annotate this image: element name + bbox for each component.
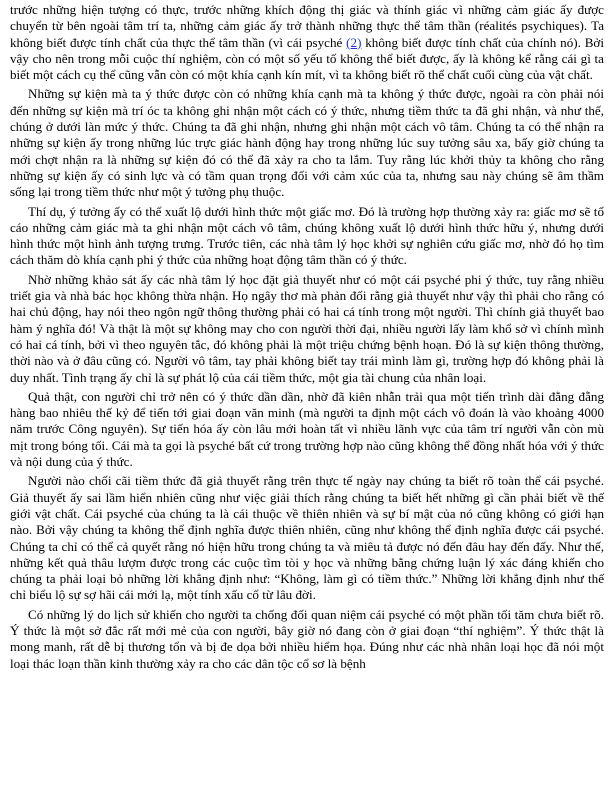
paragraph-2: Những sự kiện mà ta ý thức được còn có những khía cạnh mà ta không ý thức được, ngoài ra còn phải nói đến những sự kiện mà trí óc ta không ghi nhận một cách có ý thức, nhưng tiềm thức ta đã ghi nhận, và như thế, chúng ở dưới làn mức ý thức. Chúng ta đã ghi nhận, nhưng ghi nhận một cách vô tâm. Chúng ta có thể nhận ra những sự kiện ấy trong những lúc trực giác hành động hay trong những lúc suy tưởng sâu xa, bấy giờ chúng ta mới chợt nhận ra là những sự kiện đó có thể đã xảy ra cho ta lắm. Tuy rằng lúc khởi thủy ta không cho rằng những sự kiện ấy có sinh lực và có tầm quan trọng đối với cảm xúc của ta, nhưng sau này chúng sẽ âm thầm sống lại trong tiềm thức như một ý tưởng phụ thuộc. <box>10 86 604 200</box>
paragraph-6: Người nào chối cãi tiềm thức đã giả thuyết rằng trên thực tế ngày nay chúng ta biết rõ toàn thể cái psyché. Giả thuyết ấy sai lầm hiển nhiên cũng như việc giải thích rằng chúng ta biết hết những gì cần phải biết về thế giới vật chất. Cái psyché của chúng ta là cái thuộc về thiên nhiên và sự bí mật của nó cũng không có giới hạn nào. Bởi vậy chúng ta không thể định nghĩa được thiên nhiên, cũng như không thể định nghĩa được cái psyché. Chúng ta chỉ có thể cả quyết rằng nó hiện hữu trong chúng ta và miêu tả được nó đến đâu hay đến đấy. Như thế, những kết quả thâu lượm được trong các cuộc tìm tòi y học và những bằng chứng luận lý xác đáng khiến cho chúng ta phải loại bỏ những lời khẳng định như: “Không, làm gì có tiềm thức.” Những lời khẳng định như thế chỉ biểu lộ sự sợ hãi cái mới lạ, một tính xấu cổ từ lâu đời. <box>10 473 604 603</box>
footnote-link-2[interactable]: (2) <box>346 34 362 50</box>
paragraph-5: Quả thật, con người chỉ trở nên có ý thức dần dần, nhờ đã kiên nhẫn trải qua một tiến trình dài đằng đẵng hàng bao nhiêu thế kỷ để tiến tới giai đoạn văn minh (mà người ta định một cách vô đoán là vào khoảng 4000 năm trước Công nguyên). Sự tiến hóa ấy còn lâu mới hoàn tất vì nhiều lãnh vực của tâm trí người vẫn còn mù mịt trong bóng tối. Cái mà ta gọi là psyché bất cứ trong trường hợp nào cũng không thể đồng nhất hóa với ý thức và nội dung của ý thức. <box>10 388 604 470</box>
paragraph-3: Thí dụ, ý tưởng ấy có thể xuất lộ dưới hình thức một giấc mơ. Đó là trường hợp thường xảy ra: giấc mơ sẽ tố cáo những cảm giác mà ta ghi nhận một cách vô tâm, chúng không xuất lộ dưới hình thức hữu ý, nhưng dưới hình thức một hình ảnh tượng trưng. Trước tiên, các nhà tâm lý học khởi sự nghiên cứu giấc mơ, nhờ đó họ tìm cách thăm dò khía cạnh phi ý thức của những hoạt động tâm thần có ý thức. <box>10 203 604 268</box>
paragraph-4: Nhờ những khảo sát ấy các nhà tâm lý học đặt giả thuyết như có một cái psyché phi ý thức, tuy rằng nhiều triết gia và nhà bác học không thừa nhận. Họ ngây thơ mà phản đối rằng giả thuyết như vậy thì phải cho rằng có hai chủ động, hay nói theo ngôn ngữ thông thường phải có hai cá tính trong một người. Thì chính giả thuyết bao hàm ý nghĩa đó! Và thật là một sự không may cho con người thời đại, nhiều người lấy làm khổ sở vì chính mình có hai cá tính, bởi vì theo nguyên tắc, đó không phải là một triệu chứng bệnh hoạn. Đó là sự kiện thông thường, thời nào và ở đâu cũng có. Người vô tâm, tay phải không biết tay trái mình làm gì, trường hợp đó không phải là duy nhất. Tình trạng ấy chỉ là sự phát lộ của cái tiềm thức, một gia tài chung của nhân loại. <box>10 271 604 385</box>
paragraph-1-text-after: không biết được tính chất của chính nó). Bởi vậy cho nên trong mỗi cuộc thí nghiệm, còn có một số yếu tố không thể biết được, ấy là không kể rằng cái gì ta biết một cách cụ thể cũng vẫn còn có một khía cạnh kín mít, vì ta không biết rõ thể chất cuối cùng của vật chất. <box>10 34 604 83</box>
paragraph-7: Có những lý do lịch sử khiến cho người ta chống đối quan niệm cái psyché có một phần tối tăm chưa biết rõ. Ý thức là một sở đắc rất mới mẻ của con người, bây giờ nó đang còn ở giai đoạn “thí nghiệm”. Ý thức thật là mong manh, rất dễ bị thương tổn và bị đe dọa bởi nhiều hiểm họa. Đúng như các nhà nhân loại học đã nói một loại thác loạn thần kinh thường xảy ra cho các dân tộc cổ sơ là bệnh <box>10 606 604 671</box>
paragraph-1 <box>10 2 604 83</box>
paragraph-1-text-before: trước những hiện tượng có thực, trước những khích động thị giác và thính giác vì những cảm giác ấy được chuyển từ bên ngoài tâm trí ta, những cảm giác ấy trở thành những thực thể tâm thần (réalités psychiques). Ta không biết được tính chất của thực thể tâm thần (vì cái psyché <box>10 2 604 50</box>
